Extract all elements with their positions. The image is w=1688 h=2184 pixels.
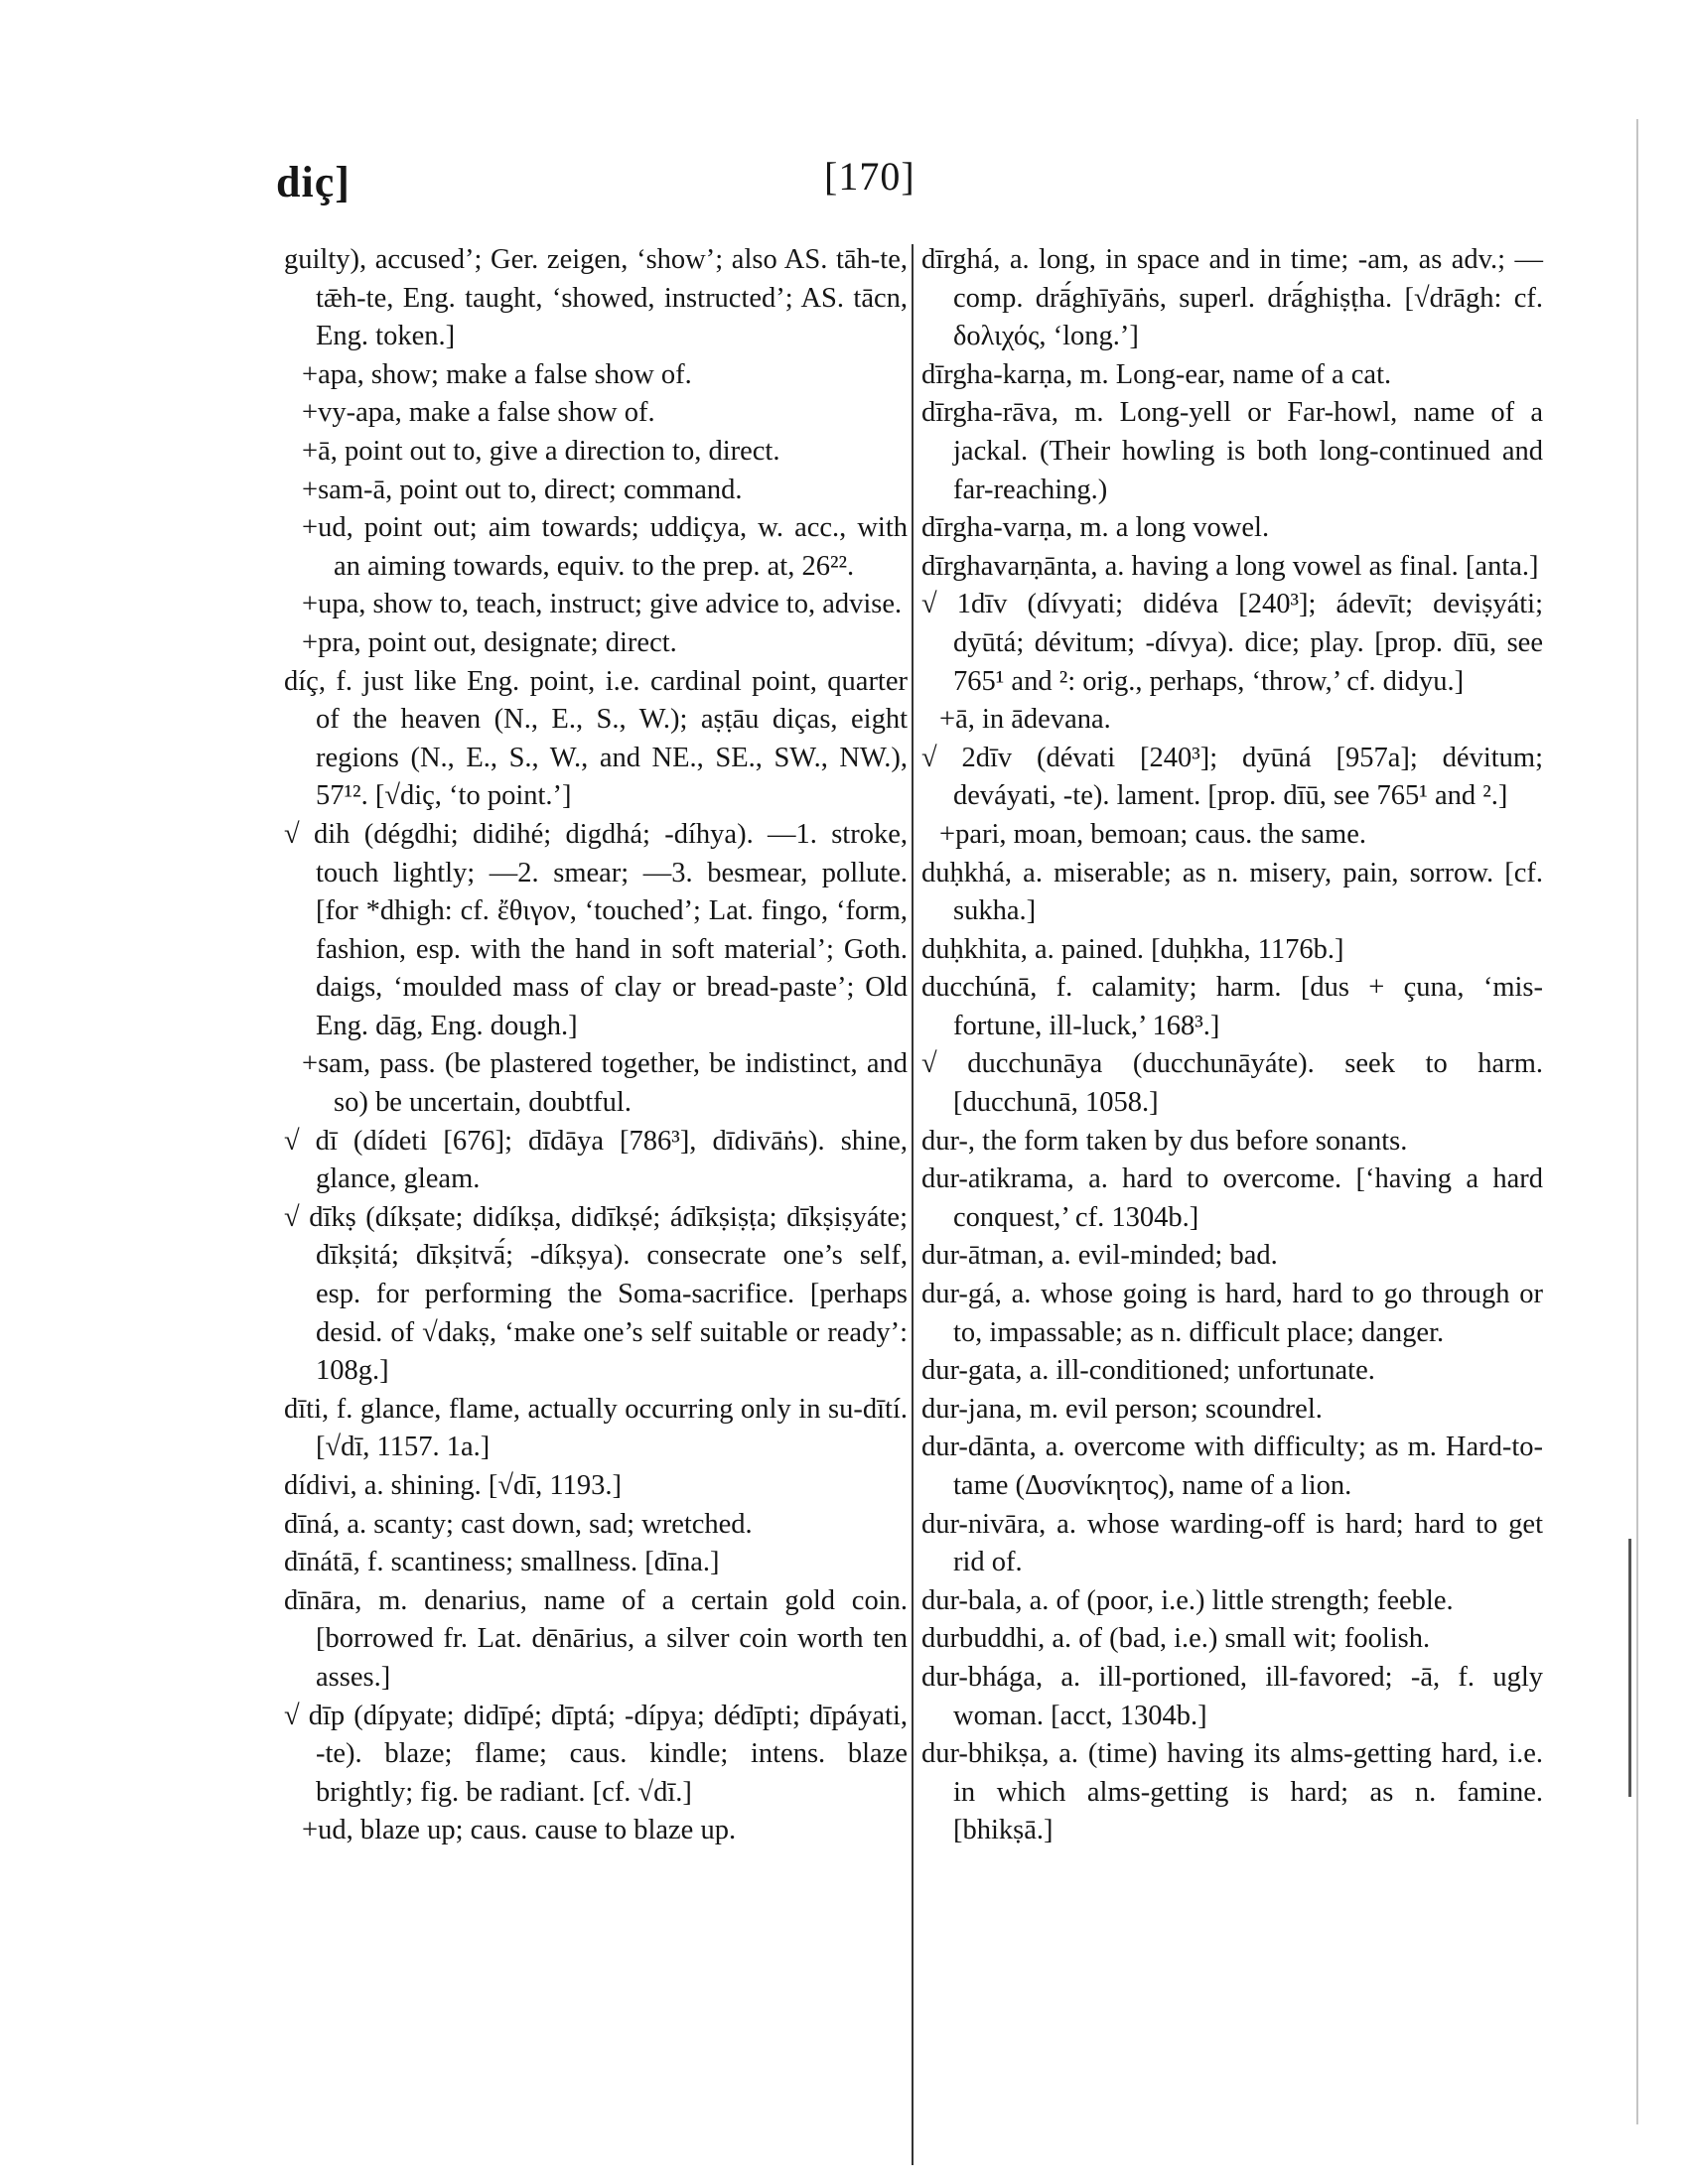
entry-dih: √ dih (dégdhi; didihé; digdhá; -díhya). —1. stroke, touch lightly; —2. smear; —3. besmear, pollute. [for *dhigh: cf. ἔθιγον, ‘touched’; Lat. fingo, ‘form, fashion, esp. with the hand in soft material’; Goth. daigs, ‘moulded mass of clay or bread-paste’; Old Eng. dāg, Eng. dough.] [284,818,908,1041]
entry-dinata: dīnátā, f. scantiness; smallness. [dīna.] [284,1547,720,1578]
entry-dur-atman: dur-ātman, a. evil-minded; bad. [921,1240,1278,1272]
page-number: [170] [824,154,915,199]
entry-duhkhita: duḥkhita, a. pained. [duḥkha, 1176b.] [921,933,1344,965]
left-column [284,241,908,1850]
entry-di: √ dī (dídeti [676]; dīdāya [786³], dīdivāṅs). shine, glance, gleam. [284,1125,908,1195]
entry-dirgha-varna: dīrgha-varṇa, m. a long vowel. [921,512,1270,544]
entry-dirgha-karna: dīrgha-karṇa, m. Long-ear, name of a cat. [921,358,1392,390]
entry-dirgha-rava: dīrgha-rāva, m. Long-yell or Far-howl, name of a jackal. (Their howling is both long-continued and far-reaching.) [921,397,1543,505]
entry-ducchuna: ducchúnā, f. calamity; harm. [dus + çuna, ‘mis-fortune, ill-luck,’ 168³.] [921,972,1543,1041]
entry-diti: dīti, f. glance, flame, actually occurring only in su-dītí. [√dī, 1157. 1a.] [284,1393,908,1463]
entry-dur-atikrama: dur-atikrama, a. hard to overcome. [‘having a hard conquest,’ cf. 1304b.] [921,1163,1543,1233]
entry-dirgha: dīrghá, a. long, in space and in time; -am, as adv.; —comp. drā́ghīyāṅs, superl. drā́ghiṣṭha. [√drāgh: cf. δολιχός, ‘long.’] [921,244,1543,352]
running-head: diç] [276,158,351,206]
entry-dinara: dīnāra, m. denarius, name of a certain gold coin. [borrowed fr. Lat. dēnārius, a silver coin worth ten asses.] [284,1584,908,1693]
entry-dur: dur-, the form taken by dus before sonants. [921,1125,1408,1157]
entry-didivi: dídivi, a. shining. [√dī, 1193.] [284,1470,622,1501]
entry-dina: dīná, a. scanty; cast down, sad; wretched. [284,1508,753,1540]
subentry-a-devana: +ā, in ādevana. [939,704,1111,736]
subentry-apa: +apa, show; make a false show of. [302,358,692,390]
entry-dur-danta: dur-dānta, a. overcome with difficulty; as m. Hard-to-tame (Δυσνίκητος), name of a lion. [921,1432,1543,1501]
entry-ducchunaya: √ ducchunāya (ducchunāyáte). seek to harm. [ducchunā, 1058.] [921,1048,1543,1119]
entry-dur-ga: dur-gá, a. whose going is hard, hard to go through or to, impassable; as n. difficult place; danger. [921,1279,1543,1348]
entry-dur-bala: dur-bala, a. of (poor, i.e.) little strength; feeble. [921,1584,1454,1616]
subentry-ud: +ud, point out; aim towards; uddiçya, w. acc., with an aiming towards, equiv. to the prep. at, 26²². [302,512,908,582]
entry-duhkha: duḥkhá, a. miserable; as n. misery, pain, sorrow. [cf. sukha.] [921,857,1543,927]
subentry-pari: +pari, moan, bemoan; caus. the same. [939,818,1366,850]
entry-continuation: guilty), accused’; Ger. zeigen, ‘show’; also AS. tāh-te, tǣh-te, Eng. taught, ‘showed, instructed’; AS. tācn, Eng. token.] [284,244,908,352]
page-edge-mark [1628,1539,1631,1797]
entry-diks: √ dīkṣ (díkṣate; didíkṣa, didīkṣé; ádīkṣiṣṭa; dīkṣiṣyáte; dīkṣitá; dīkṣitvā́; -díkṣya). consecrate one’s self, esp. for performing the Soma-sacrifice. [perhaps desid. of √dakṣ, ‘make one’s self suitable or ready’: 108g.] [284,1201,908,1387]
subentry-pra: +pra, point out, designate; direct. [302,626,677,658]
entry-2div: √ 2dīv (dévati [240³]; dyūná [957a]; dévitum; deváyati, -te). lament. [prop. dīū, see 765¹ and ².] [921,742,1543,812]
entry-dur-bhaga: dur-bhága, a. ill-portioned, ill-favored; -ā, f. ugly woman. [acct, 1304b.] [921,1661,1543,1731]
entry-dur-gata: dur-gata, a. ill-conditioned; unfortunate. [921,1355,1375,1387]
page-edge-line [1636,119,1638,2124]
column-divider [912,244,914,2165]
entry-dirghavarnanta: dīrghavarṇānta, a. having a long vowel as final. [anta.] [921,550,1539,582]
subentry-ud-blaze: +ud, blaze up; caus. cause to blaze up. [302,1815,737,1846]
entry-durbuddhi: durbuddhi, a. of (bad, i.e.) small wit; foolish. [921,1623,1431,1655]
subentry-a: +ā, point out to, give a direction to, direct. [302,435,780,467]
subentry-sam: +sam, pass. (be plastered together, be indistinct, and so) be uncertain, doubtful. [302,1048,908,1119]
entry-dip: √ dīp (dípyate; didīpé; dīptá; -dípya; dédīpti; dīpáyati, -te). blaze; flame; caus. kindle; intens. blaze brightly; fig. be radiant. [cf. √dī.] [284,1700,908,1808]
entry-dur-jana: dur-jana, m. evil person; scoundrel. [921,1393,1323,1425]
entry-dur-bhiksa: dur-bhikṣa, a. (time) having its alms-getting hard, i.e. in which alms-getting is hard; as n. famine. [bhikṣā.] [921,1738,1543,1846]
entry-1div: √ 1dīv (dívyati; didéva [240³]; ádevīt; deviṣyáti; dyūtá; dévitum; -dívya). dice; play. [prop. dīū, see 765¹ and ²: orig., perhaps, ‘throw,’ cf. didyu.] [921,589,1543,697]
entry-dic: díç, f. just like Eng. point, i.e. cardinal point, quarter of the heaven (N., E., S., W.); aṣṭāu diças, eight regions (N., E., S., W., and NE., SE., SW., NW.), 57¹². [√diç, ‘to point.’] [284,665,908,812]
entry-dur-nivara: dur-nivāra, a. whose warding-off is hard; hard to get rid of. [921,1508,1543,1578]
right-column [921,241,1543,1850]
subentry-vy-apa: +vy-apa, make a false show of. [302,397,655,429]
subentry-upa: +upa, show to, teach, instruct; give advice to, advise. [302,589,903,620]
subentry-sam-a: +sam-ā, point out to, direct; command. [302,474,743,505]
